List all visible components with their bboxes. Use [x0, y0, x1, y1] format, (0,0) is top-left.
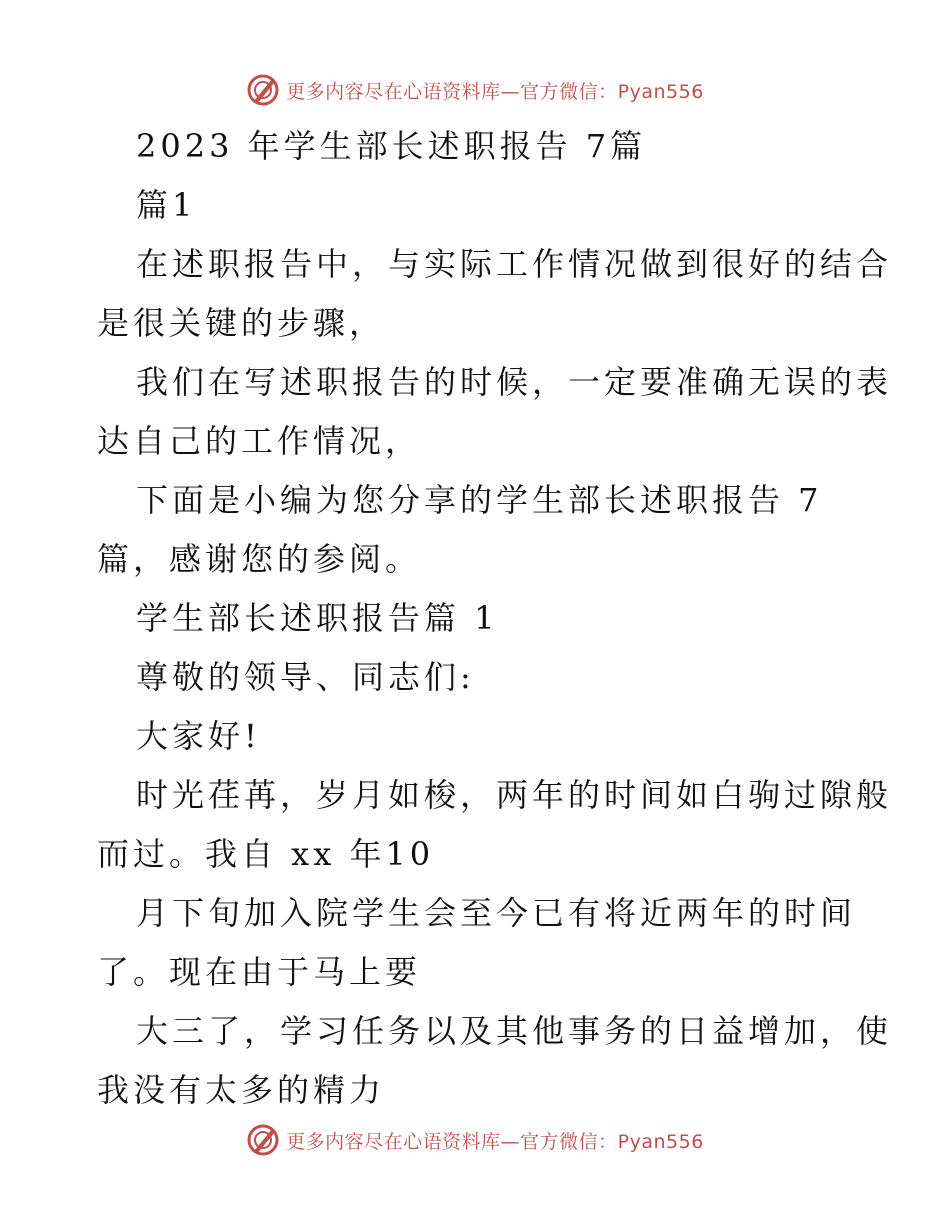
header-watermark-banner — [0, 70, 950, 110]
banner-library-text: 更多内容尽在心语资料库 — [286, 80, 501, 103]
pen-logo-icon — [246, 73, 280, 107]
pen-logo-icon — [246, 1123, 280, 1157]
paragraph-line: 我没有太多的精力 — [97, 1071, 386, 1109]
banner-wechat-text: 官方微信：Pyan556 — [520, 1130, 704, 1153]
paragraph-line: 而过。我自 xx 年10 — [97, 835, 435, 873]
banner-library-text: 更多内容尽在心语资料库 — [286, 1130, 501, 1153]
banner-text — [286, 77, 704, 104]
paragraph-line: 月下旬加入院学生会至今已有将近两年的时间 — [136, 894, 857, 932]
paragraph-line: 在述职报告中，与实际工作情况做到很好的结合 — [136, 245, 893, 283]
greeting: 大家好! — [136, 717, 261, 755]
banner-dash: — — [500, 1130, 521, 1153]
paragraph-line: 大三了，学习任务以及其他事务的日益增加，使 — [136, 1012, 893, 1050]
paragraph-line: 达自己的工作情况， — [97, 422, 422, 460]
document-body — [97, 124, 893, 1127]
paragraph-line: 时光荏苒，岁月如梭，两年的时间如白驹过隙般 — [136, 776, 893, 814]
banner-dash: — — [500, 80, 521, 103]
paragraph-line: 篇，感谢您的参阅。 — [97, 540, 422, 578]
salutation: 尊敬的领导、同志们: — [136, 658, 475, 696]
section-label: 篇1 — [136, 186, 197, 224]
paragraph-line: 下面是小编为您分享的学生部长述职报告 7 — [136, 481, 823, 519]
footer-watermark-banner — [0, 1120, 950, 1160]
banner-wechat-text: 官方微信：Pyan556 — [520, 80, 704, 103]
banner-text — [286, 1127, 704, 1154]
document-title: 2023 年学生部长述职报告 7篇 — [136, 127, 647, 165]
paragraph-line: 我们在写述职报告的时候，一定要准确无误的表 — [136, 363, 893, 401]
paragraph-line: 了。现在由于马上要 — [97, 953, 422, 991]
paragraph-line: 是很关键的步骤， — [97, 304, 386, 342]
subsection-title: 学生部长述职报告篇 1 — [136, 599, 499, 637]
